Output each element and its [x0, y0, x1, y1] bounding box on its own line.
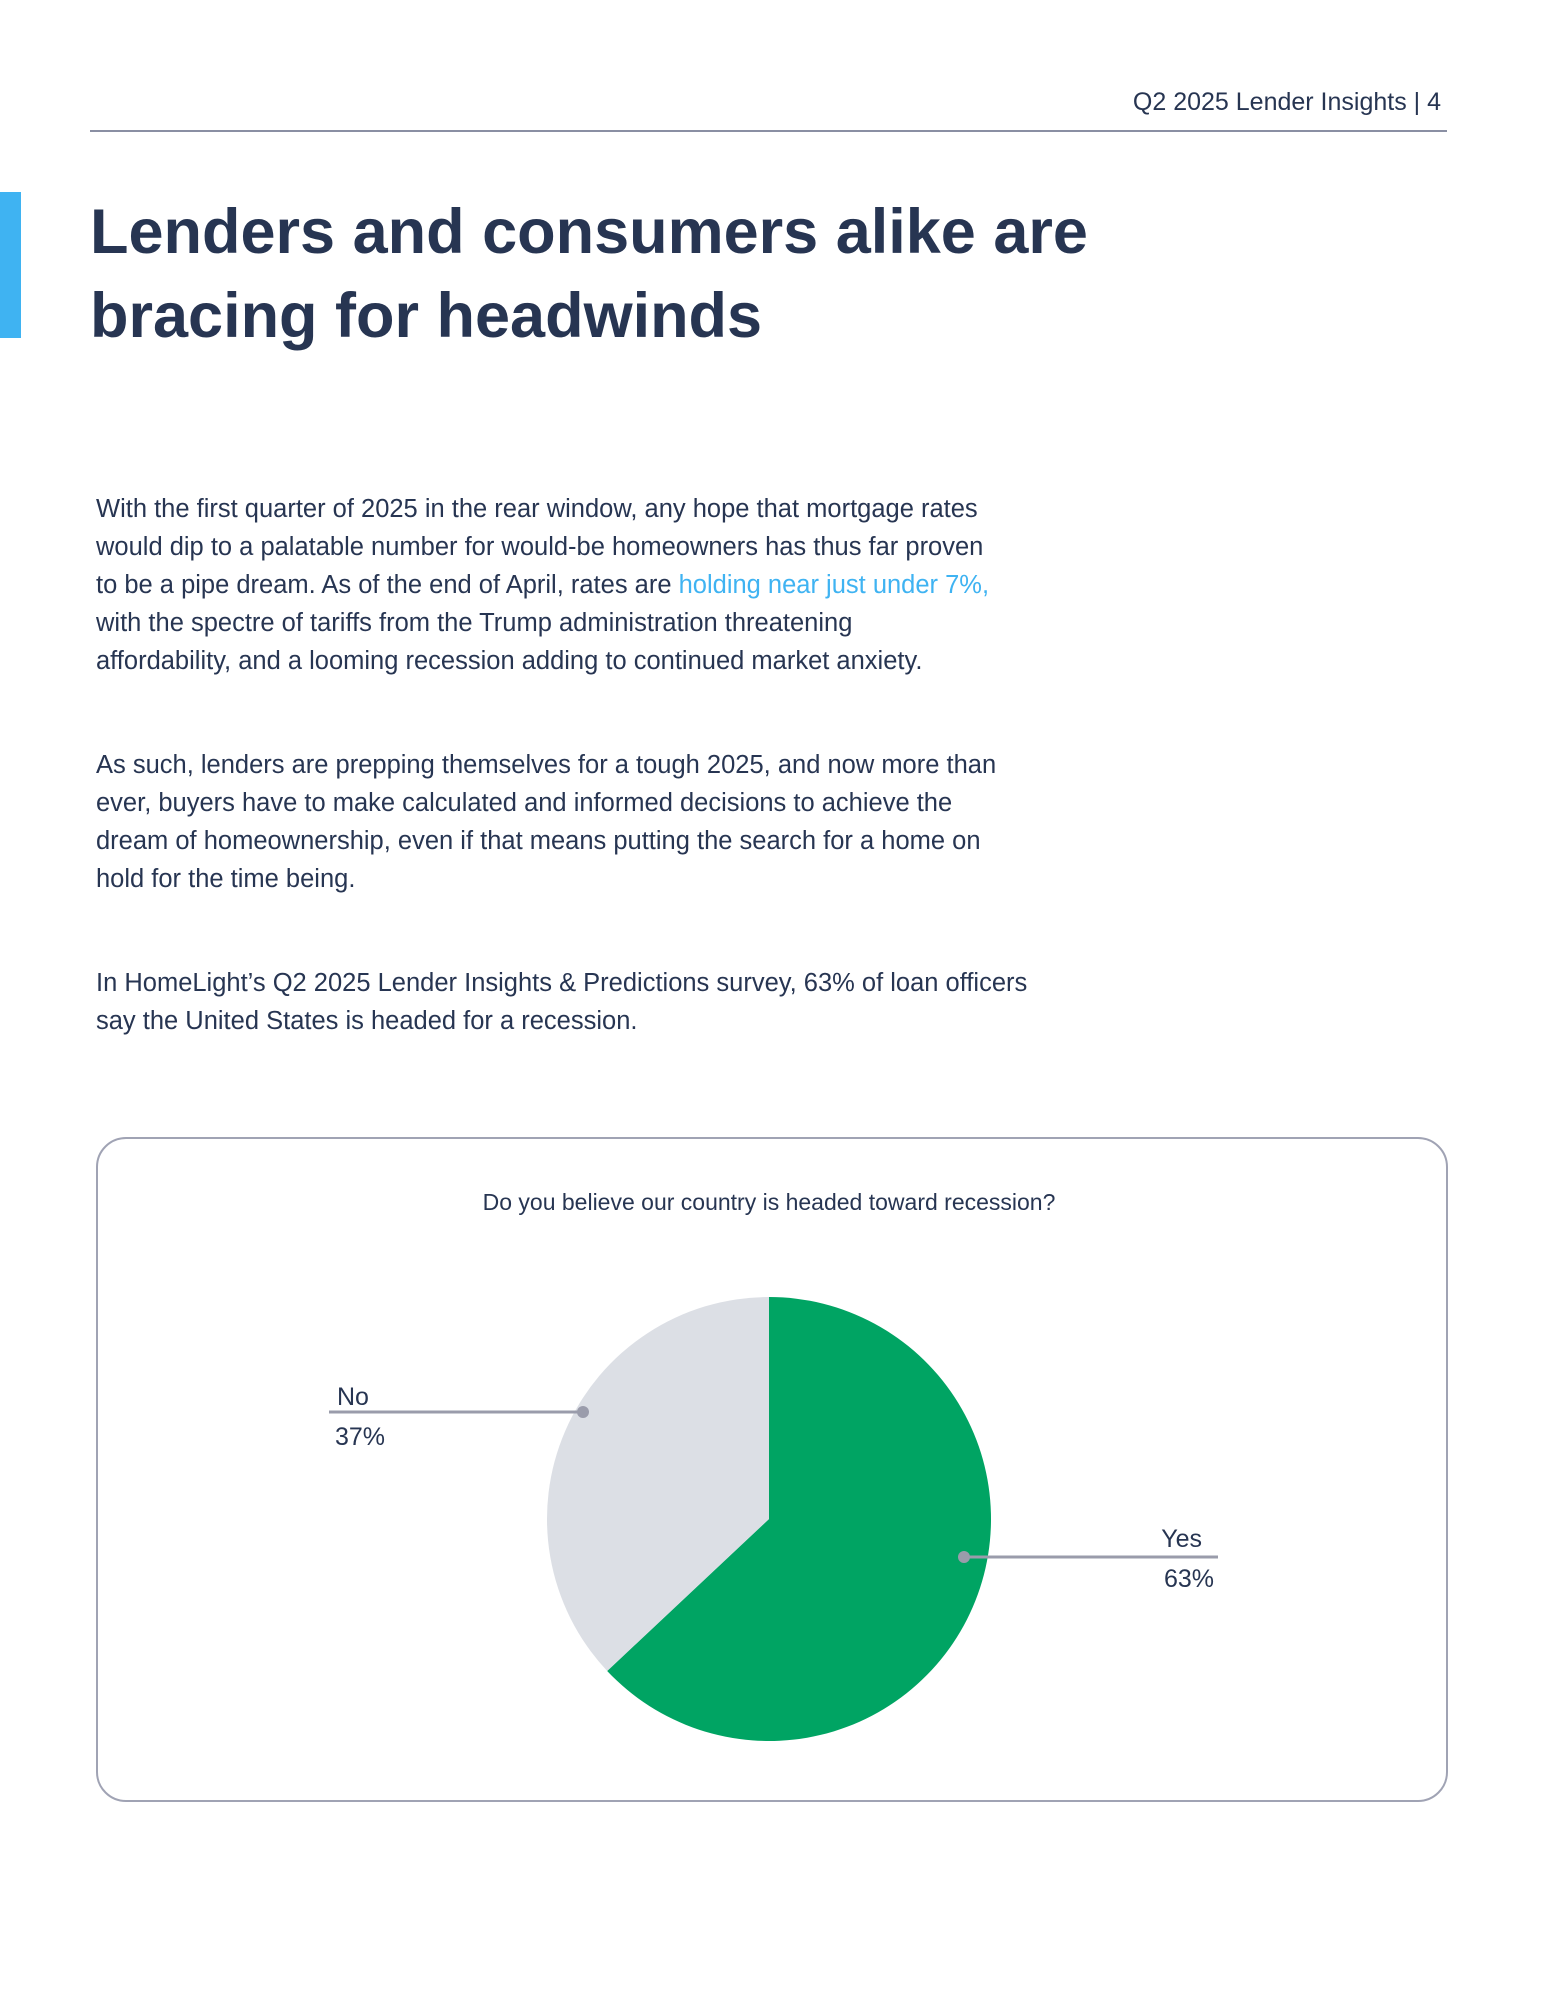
title-accent-bar: [0, 192, 21, 338]
rates-link[interactable]: holding near just under 7%,: [678, 571, 990, 599]
paragraph-line: affordability, and a looming recession adding to continued market anxiety.: [96, 647, 923, 675]
paragraph-rates: [96, 490, 1196, 680]
value-label-yes: 63%: [1163, 1565, 1214, 1593]
page-title: [90, 190, 1190, 358]
paragraph-line: ever, buyers have to make calculated and informed decisions to achieve the: [96, 789, 953, 817]
paragraph-survey: [96, 964, 1196, 1040]
page-header: [90, 84, 1447, 132]
running-head: Q2 2025 Lender Insights | 4: [1132, 88, 1441, 116]
leader-dot-yes: [958, 1551, 970, 1563]
paragraph-text: to be a pipe dream. As of the end of April, rates are: [96, 571, 679, 599]
category-label-no: No: [337, 1383, 369, 1411]
paragraph-lenders: [96, 746, 1196, 898]
page-title-line-1: Lenders and consumers alike are: [90, 197, 1088, 267]
leader-dot-no: [577, 1406, 589, 1418]
pie-chart: [98, 1139, 1450, 1804]
chart-title: Do you believe our country is headed toward recession?: [482, 1189, 1056, 1215]
category-label-yes: Yes: [1161, 1525, 1202, 1553]
paragraph-line: [96, 566, 1196, 604]
page-title-line-2: bracing for headwinds: [90, 281, 763, 351]
chart-card: [96, 1137, 1448, 1802]
value-label-no: 37%: [335, 1423, 386, 1451]
paragraph-line: With the first quarter of 2025 in the rear window, any hope that mortgage rates: [96, 495, 978, 523]
paragraph-line: As such, lenders are prepping themselves for a tough 2025, and now more than: [96, 751, 997, 779]
paragraph-line: In HomeLight’s Q2 2025 Lender Insights & Predictions survey, 63% of loan officers: [96, 969, 1028, 997]
paragraph-line: hold for the time being.: [96, 865, 356, 893]
paragraph-line: dream of homeownership, even if that means putting the search for a home on: [96, 827, 981, 855]
paragraph-line: say the United States is headed for a recession.: [96, 1007, 638, 1035]
paragraph-line: with the spectre of tariffs from the Trump administration threatening: [96, 609, 853, 637]
paragraph-line: would dip to a palatable number for would-be homeowners has thus far proven: [96, 533, 984, 561]
